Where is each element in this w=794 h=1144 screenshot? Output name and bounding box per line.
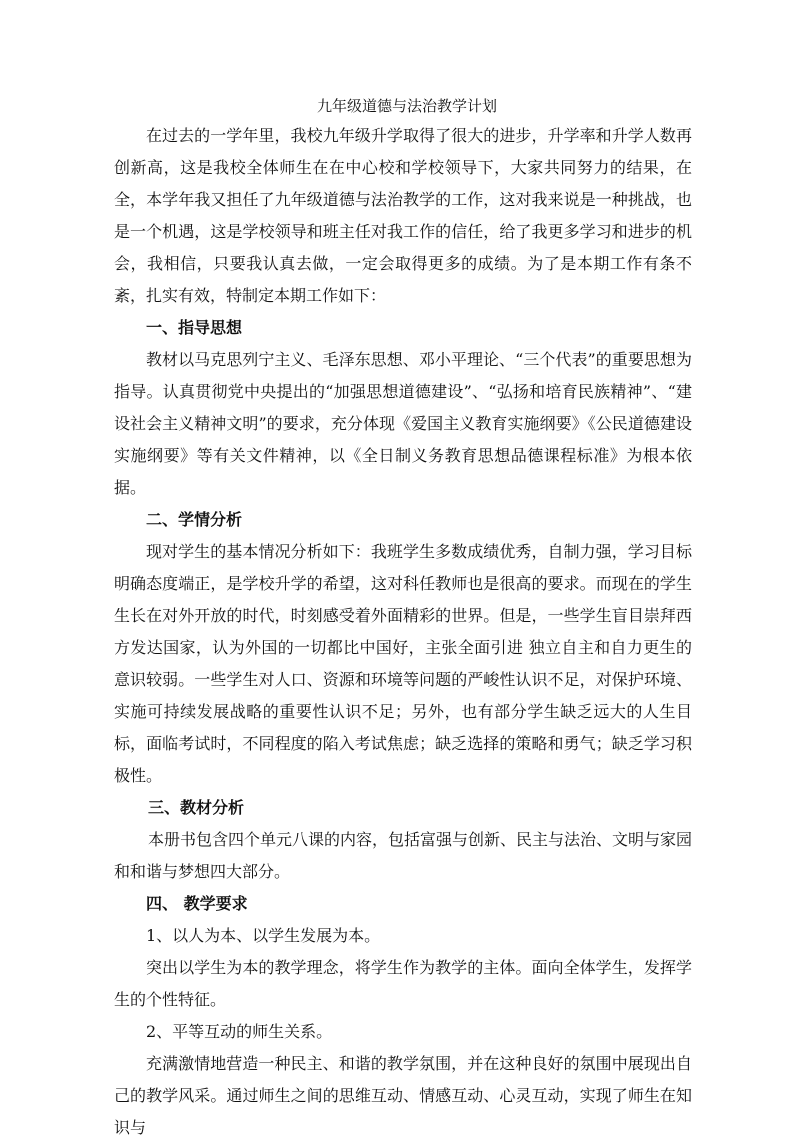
- section-heading-teaching-requirements: 四、 教学要求: [146, 894, 248, 913]
- section-heading-guiding-ideology: 一、指导思想: [146, 318, 243, 337]
- textbook-analysis-paragraph: 本册书包含四个单元八课的内容，包括富强与创新、民主与法治、文明与家园和和谐与梦想四大部分。: [114, 830, 693, 881]
- requirement-item-1: 1、以人为本、以学生发展为本。: [146, 926, 381, 945]
- document-page: [114, 92, 692, 1144]
- requirement-item-2: 2、平等互动的师生关系。: [146, 1022, 333, 1041]
- student-analysis-paragraph: 现对学生的基本情况分析如下：我班学生多数成绩优秀，自制力强，学习目标明确态度端正，是学校升学的希望，这对科任教师也是很高的要求。而现在的学生生长在对外开放的时代，时刻感受着外面精彩的世界。但是，一些学生盲目崇拜西方发达国家，认为外国的一切都比中国好，主张全面引进 独立自主和自力更生的意识较弱。一些学生对人口、资源和环境等问题的严峻性认识不足，对保护环境、实施可持续发展战略的重要性认识不足；另外，也有部分学生缺乏远大的人生目标，面临考试时，不同程度的陷入考试焦虑；缺乏选择的策略和勇气；缺乏学习积极性。: [114, 542, 692, 785]
- section-heading-textbook-analysis: 三、教材分析: [148, 798, 245, 817]
- section-heading-student-analysis: 二、学情分析: [146, 510, 243, 529]
- requirement-item-1-detail: 突出以学生为本的教学理念，将学生作为教学的主体。面向全体学生，发挥学生的个性特征。: [114, 958, 692, 1009]
- requirement-item-2-detail: 充满激情地营造一种民主、和谐的教学氛围，并在这种良好的氛围中展现出自己的教学风采。通过师生之间的思维互动、情感互动、心灵互动，实现了师生在知识与: [114, 1054, 692, 1137]
- document-title: 九年级道德与法治教学计划: [316, 97, 497, 115]
- intro-paragraph: 在过去的一学年里，我校九年级升学取得了很大的进步，升学率和升学人数再创新高，这是我校全体师生在在中心校和学校领导下，大家共同努力的结果，在全，本学年我又担任了九年级道德与法治教学的工作，这对我来说是一种挑战，也是一个机遇，这是学校领导和班主任对我工作的信任，给了我更多学习和进步的机会，我相信，只要我认真去做，一定会取得更多的成绩。为了是本期工作有条不紊，扎实有效，特制定本期工作如下：: [114, 126, 692, 305]
- guiding-ideology-paragraph: 教材以马克思列宁主义、毛泽东思想、邓小平理论、“三个代表”的重要思想为指导。认真贯彻党中央提出的“加强思想道德建设”、“弘扬和培育民族精神”、“建设社会主义精神文明”的要求，充分体现《爱国主义教育实施纲要》《公民道德建设实施纲要》等有关文件精神，以《全日制义务教育思想品德课程标准》为根本依据。: [114, 350, 692, 497]
